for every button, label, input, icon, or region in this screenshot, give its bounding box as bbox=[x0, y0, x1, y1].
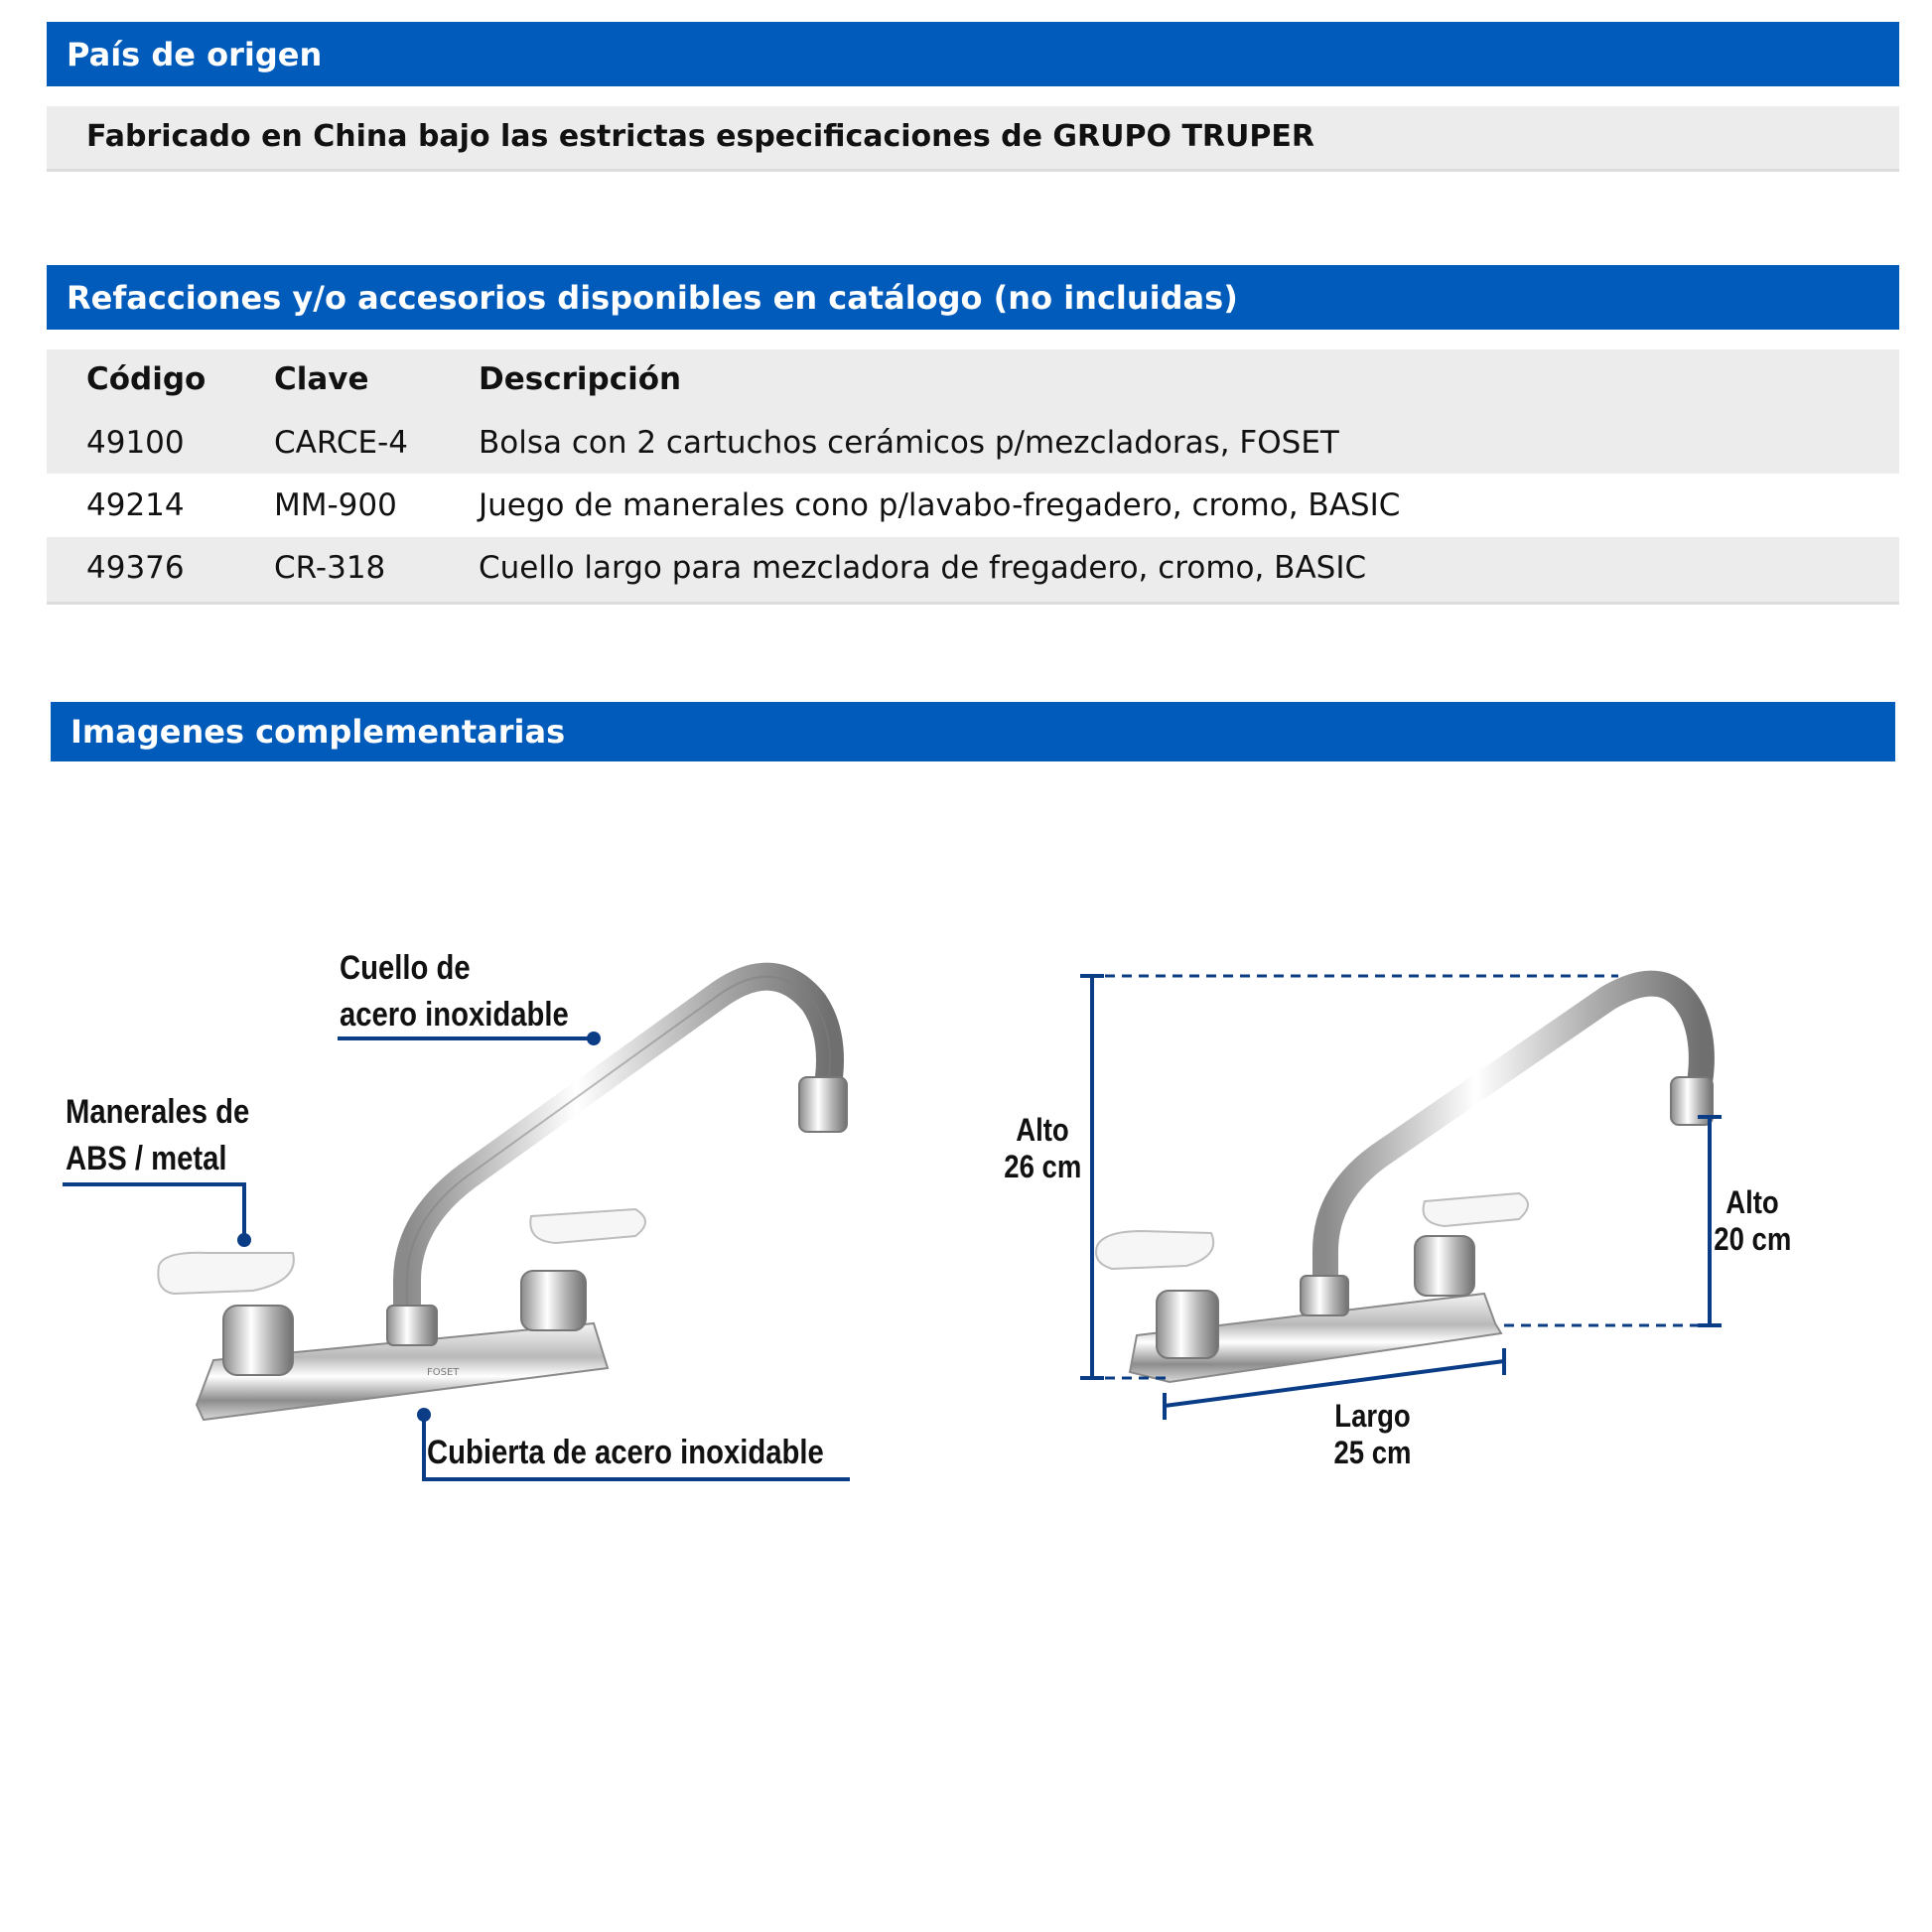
handle-right-2 bbox=[1424, 1193, 1528, 1226]
height-total-value: 26 cm bbox=[1004, 1149, 1082, 1184]
header-code: Código bbox=[86, 361, 207, 397]
header-description: Descripción bbox=[479, 361, 682, 397]
height-total-title: Alto bbox=[1016, 1112, 1069, 1148]
faucet-right bbox=[1096, 984, 1713, 1382]
valve-right-2 bbox=[1415, 1236, 1474, 1296]
row-3-code: 49376 bbox=[86, 550, 185, 586]
header-key: Clave bbox=[274, 361, 369, 397]
spout-base-right bbox=[1301, 1276, 1348, 1315]
height-total-label bbox=[1004, 1112, 1080, 1185]
valve-left-1 bbox=[223, 1306, 293, 1375]
callout-dot-handles bbox=[237, 1233, 251, 1247]
brand-mark-left: FOSET bbox=[427, 1367, 460, 1378]
height-spout-title: Alto bbox=[1725, 1184, 1779, 1220]
height-spout-value: 20 cm bbox=[1714, 1221, 1792, 1257]
row-2-key: MM-900 bbox=[274, 487, 397, 523]
length-label bbox=[1332, 1398, 1414, 1471]
spout-tip-left bbox=[799, 1077, 847, 1132]
handle-right-1 bbox=[1096, 1231, 1213, 1269]
length-value: 25 cm bbox=[1333, 1435, 1412, 1470]
height-spout-label bbox=[1714, 1184, 1790, 1258]
neck-callout-line1: Cuello de bbox=[340, 949, 471, 987]
callout-dot-neck bbox=[587, 1032, 601, 1045]
faucet-left bbox=[158, 977, 847, 1420]
handles-callout-line2: ABS / metal bbox=[66, 1140, 227, 1177]
handle-left-1 bbox=[158, 1253, 294, 1294]
row-1-code: 49100 bbox=[86, 425, 185, 461]
callout-dot-deck bbox=[417, 1408, 431, 1422]
handle-left-2 bbox=[530, 1209, 645, 1243]
origin-text: Fabricado en China bajo las estrictas especificaciones de GRUPO TRUPER bbox=[86, 119, 1314, 154]
row-1-description: Bolsa con 2 cartuchos cerámicos p/mezcladoras, FOSET bbox=[479, 425, 1339, 461]
spout-base-left bbox=[387, 1306, 437, 1345]
length-title: Largo bbox=[1334, 1398, 1411, 1434]
parts-title-text: Refacciones y/o accesorios disponibles en catálogo (no incluidas) bbox=[67, 278, 1238, 317]
row-3-key: CR-318 bbox=[274, 550, 386, 586]
row-2-description: Juego de manerales cono p/lavabo-fregadero, cromo, BASIC bbox=[479, 487, 1401, 523]
deck-callout: Cubierta de acero inoxidable bbox=[427, 1434, 824, 1471]
images-title-text: Imagenes complementarias bbox=[70, 713, 566, 751]
valve-left-2 bbox=[521, 1271, 586, 1330]
handles-callout-line1: Manerales de bbox=[66, 1093, 250, 1131]
row-3-description: Cuello largo para mezcladora de fregadero, cromo, BASIC bbox=[479, 550, 1367, 586]
spout-right bbox=[1325, 984, 1702, 1291]
valve-right-1 bbox=[1157, 1291, 1218, 1358]
row-2-code: 49214 bbox=[86, 487, 185, 523]
row-1-key: CARCE-4 bbox=[274, 425, 408, 461]
neck-callout-line2: acero inoxidable bbox=[340, 996, 569, 1034]
origin-title-text: País de origen bbox=[67, 35, 323, 73]
